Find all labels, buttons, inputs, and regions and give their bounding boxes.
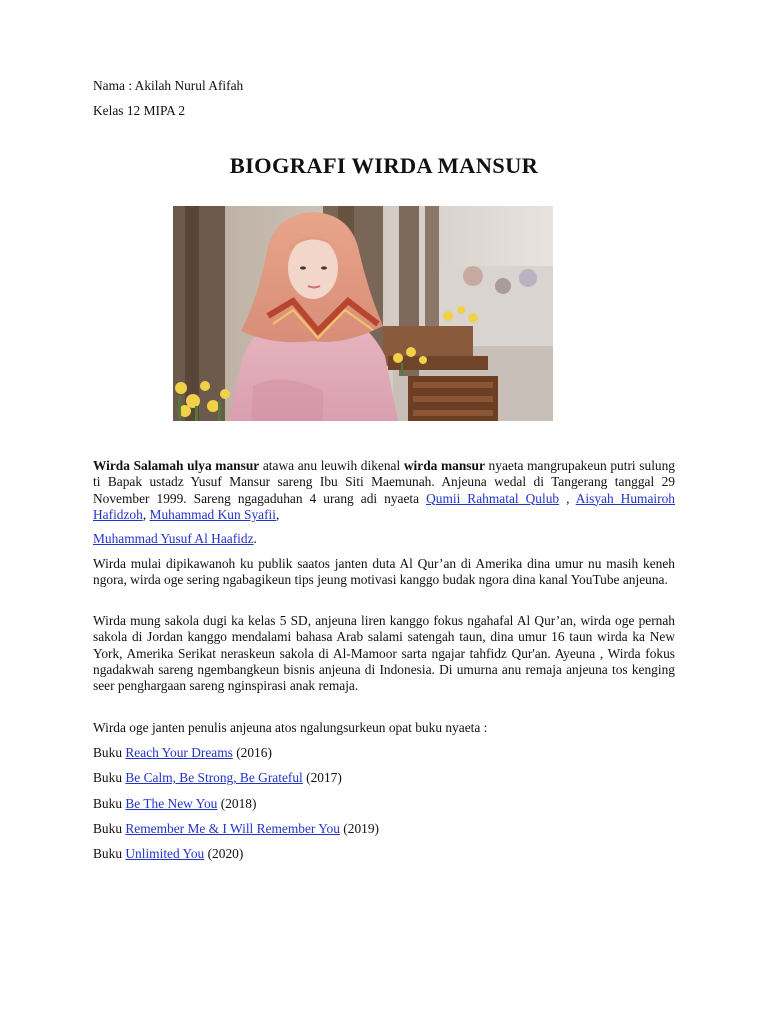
book-prefix: Buku <box>93 770 126 785</box>
book-title-link[interactable]: Reach Your Dreams <box>125 745 233 760</box>
intro-text-2: nyaeta mangrupakeun putri sulung ti Bapak ustadz Yusuf Mansur sareng Ibu Siti Maemunah. Anjeuna wedal di Tangerang tanggal 29 November 1999. Sareng ngagaduhan 4 urang adi nyaeta <box>93 458 676 506</box>
book-year: (2016) <box>232 745 272 760</box>
paragraph-fame: Wirda mulai dipikawanoh ku publik saatos janten duta Al Qur’an di Amerika dina umur nu masih keneh ngora, wirda oge sering ngabagikeun tips jeung motivasi kanggo budak ngora dina kanal YouTube anjeuna. <box>93 556 675 588</box>
document-title: BIOGRAFI WIRDA MANSUR <box>229 153 539 178</box>
student-name-line: Nama : Akilah Nurul Afifah <box>93 78 244 93</box>
sibling-link-4[interactable]: Muhammad Yusuf Al Haafidz <box>93 531 254 546</box>
intro-text-1: atawa anu leuwih dikenal <box>259 458 404 473</box>
sibling-line <box>93 531 675 547</box>
sibling-separator: , <box>142 506 150 522</box>
book-item <box>93 770 342 786</box>
sibling-link-2[interactable]: Aisyah Humairoh Hafidzoh <box>93 490 675 522</box>
book-year: (2020) <box>204 846 244 861</box>
sibling-line-end: . <box>253 531 257 546</box>
book-prefix: Buku <box>93 745 126 760</box>
book-year: (2019) <box>339 821 379 836</box>
book-year: (2018) <box>217 796 257 811</box>
student-class-line: Kelas 12 MIPA 2 <box>93 103 186 118</box>
book-title-link[interactable]: Be The New You <box>125 796 218 811</box>
portrait-photo <box>173 206 553 421</box>
sibling-separator: , <box>559 490 576 506</box>
paragraph-books-intro: Wirda oge janten penulis anjeuna atos ngalungsurkeun opat buku nyaeta : <box>93 720 488 735</box>
book-prefix: Buku <box>93 796 126 811</box>
book-item <box>93 745 272 761</box>
paragraph-education: Wirda mung sakola dugi ka kelas 5 SD, anjeuna liren kanggo fokus ngahafal Al Qur’an, wirda oge pernah sakola di Jordan kanggo mendalami bahasa Arab salami satengah taun, dina umur 16 taun wirda ka New York, Amerika Serikat neraskeun sakola di Al-Mamoor sarta ngajar tahfidz Qur'an. Ayeuna , Wirda fokus ngadakwah sareng ngembangkeun bisnis anjeuna di Indonesia. Di umurna anu remaja anjeuna tos kenging seer penghargaan sareng nginspirasi anak remaja. <box>93 613 675 694</box>
book-title-link[interactable]: Remember Me & I Will Remember You <box>125 821 340 836</box>
subject-nickname: wirda mansur <box>403 458 485 473</box>
intro-paragraph <box>93 458 675 523</box>
book-item <box>93 796 256 812</box>
book-prefix: Buku <box>93 846 126 861</box>
book-title-link[interactable]: Unlimited You <box>125 846 205 861</box>
book-prefix: Buku <box>93 821 126 836</box>
book-title-link[interactable]: Be Calm, Be Strong, Be Grateful <box>125 770 303 785</box>
sibling-link-1[interactable]: Qumii Rahmatal Qulub <box>426 490 560 506</box>
sibling-separator: , <box>275 506 280 522</box>
subject-full-name: Wirda Salamah ulya mansur <box>93 458 260 473</box>
book-item <box>93 846 243 862</box>
book-year: (2017) <box>302 770 342 785</box>
book-item <box>93 821 379 837</box>
sibling-link-3[interactable]: Muhammad Kun Syafii <box>149 506 276 522</box>
